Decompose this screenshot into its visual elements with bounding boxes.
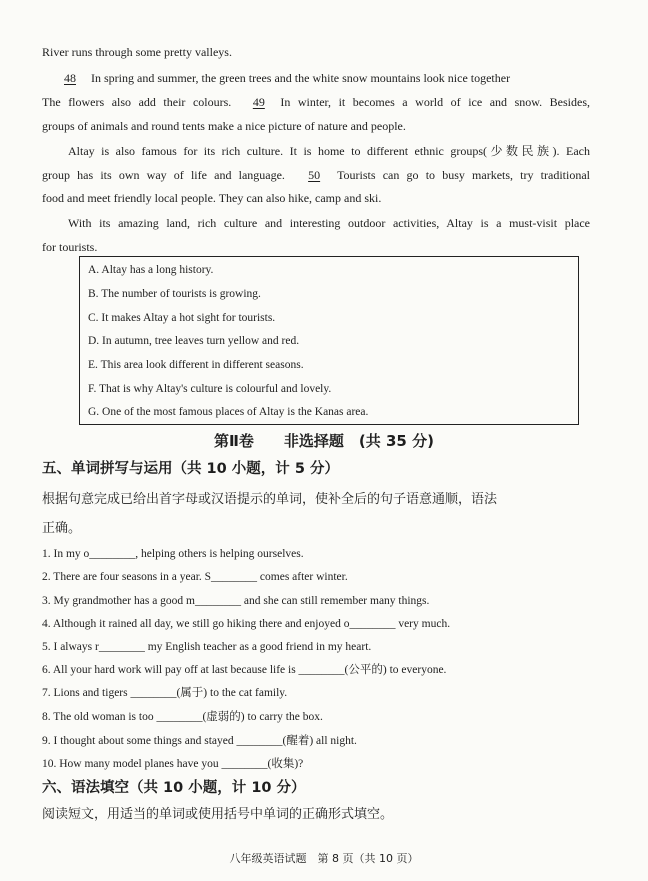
answer-blank-49[interactable]: 49 (252, 95, 265, 109)
passage-text: The flowers also add their colours. (42, 95, 232, 109)
passage-line (42, 167, 590, 183)
passage-line (42, 70, 648, 86)
question-10: 10. How many model planes have you ________(收集)? (42, 758, 304, 770)
passage-text: Tourists can go to busy markets, try traditional (337, 168, 590, 182)
question-6: 6. All your hard work will pay off at last because life is ________(公平的) to everyone. (42, 664, 447, 676)
part-title: 第Ⅱ卷 非选择题 (共 35 分) (214, 432, 434, 450)
passage-line: With its amazing land, rich culture and interesting outdoor activities, Altay is a must-visit place (68, 216, 590, 230)
section-5-instructions-cont: 正确。 (42, 521, 82, 536)
passage-line: food and meet friendly local people. They can also hike, camp and ski. (42, 191, 382, 205)
option-g: G. One of the most famous places of Altay is the Kanas area. (88, 406, 369, 418)
answer-blank-50[interactable]: 50 (308, 168, 321, 182)
question-2: 2. There are four seasons in a year. S________ comes after winter. (42, 571, 348, 583)
section-6-instructions: 阅读短文，用适当的单词或使用括号中单词的正确形式填空。 (42, 807, 394, 822)
passage-line: groups of animals and round tents make a nice picture of nature and people. (42, 119, 406, 133)
question-1: 1. In my o________, helping others is helping ourselves. (42, 548, 304, 560)
passage-text: In spring and summer, the green trees and the white snow mountains look nice together (91, 71, 511, 85)
option-b: B. The number of tourists is growing. (88, 288, 261, 300)
passage-text: group has its own way of life and language. (42, 168, 285, 182)
passage-line: River runs through some pretty valleys. (42, 45, 232, 59)
option-a: A. Altay has a long history. (88, 264, 214, 276)
option-e: E. This area look different in different seasons. (88, 359, 304, 371)
question-7: 7. Lions and tigers ________(属于) to the cat family. (42, 687, 288, 699)
option-f: F. That is why Altay's culture is colourful and lovely. (88, 383, 332, 395)
passage-line: for tourists. (42, 240, 98, 254)
page-footer: 八年级英语试题 第 8 页（共 10 页） (229, 852, 419, 865)
options-box (79, 256, 579, 425)
passage-line: Altay is also famous for its rich culture. It is home to different ethnic groups(少数民族). Each (68, 144, 590, 158)
question-9: 9. I thought about some things and stayed ________(醒着) all night. (42, 735, 357, 747)
option-c: C. It makes Altay a hot sight for tourists. (88, 312, 276, 324)
passage-line (42, 94, 590, 110)
answer-blank-48[interactable]: 48 (64, 71, 76, 85)
section-6-title: 六、语法填空（共 10 小题，计 10 分） (42, 780, 306, 796)
section-5-title: 五、单词拼写与运用（共 10 小题，计 5 分） (42, 461, 339, 477)
question-5: 5. I always r________ my English teacher as a good friend in my heart. (42, 641, 372, 653)
section-5-instructions: 根据句意完成已给出首字母或汉语提示的单词，使补全后的句子语意通顺，语法 (42, 492, 498, 507)
question-4: 4. Although it rained all day, we still go hiking there and enjoyed o________ very much. (42, 618, 451, 630)
passage-text: In winter, it becomes a world of ice and snow. Besides, (280, 95, 590, 109)
option-d: D. In autumn, tree leaves turn yellow and red. (88, 335, 300, 347)
question-3: 3. My grandmother has a good m________ and she can still remember many things. (42, 595, 430, 607)
question-8: 8. The old woman is too ________(虚弱的) to carry the box. (42, 711, 323, 723)
